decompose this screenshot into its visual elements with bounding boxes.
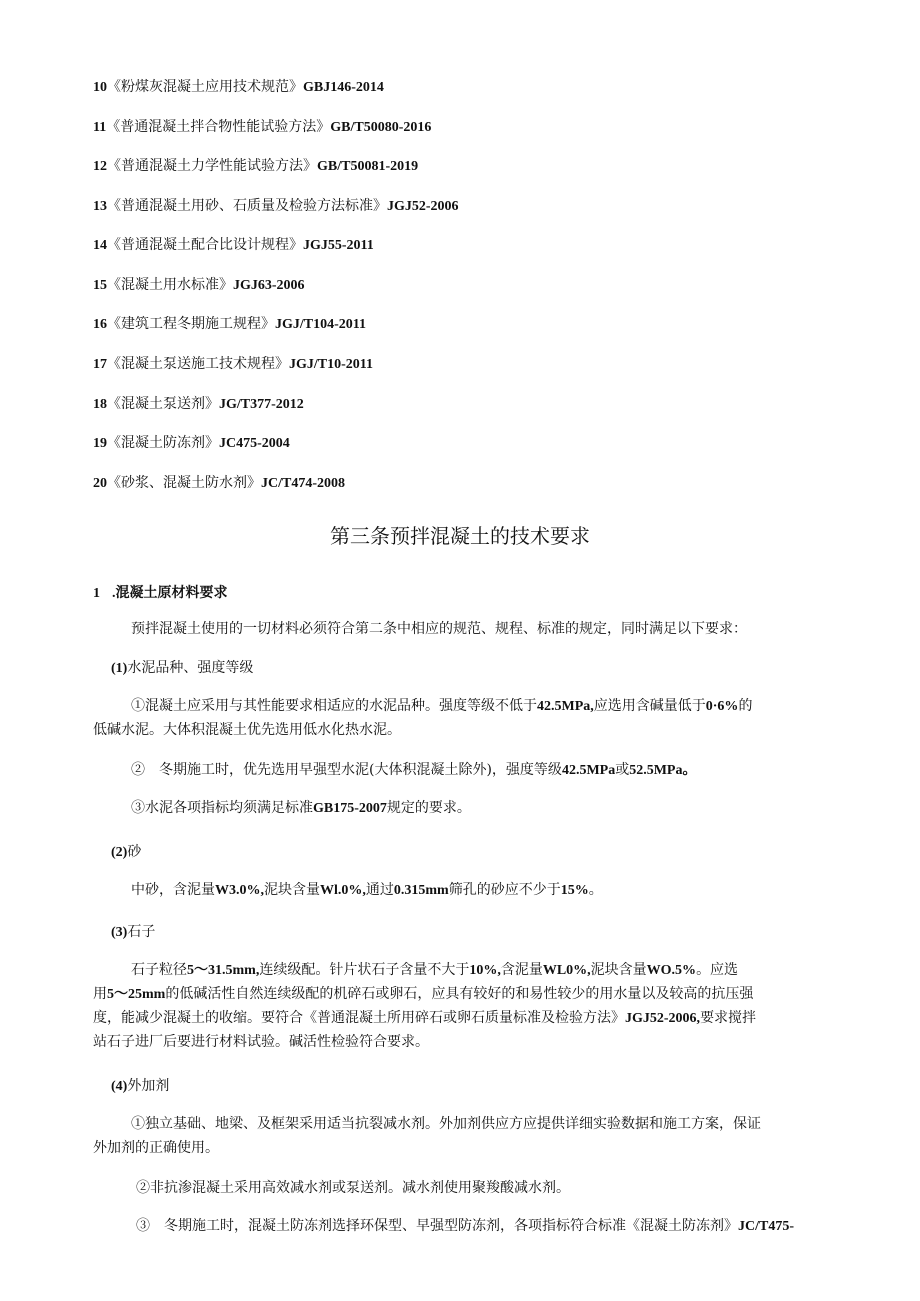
reference-item: 19《混凝土防冻剂》JC475-2004 bbox=[93, 435, 290, 451]
admixture-paragraph-2: ②非抗渗混凝土采用高效减水剂或泵送剂。减水剂使用聚羧酸减水剂。 bbox=[136, 1180, 570, 1196]
section-title: 第三条预拌混凝土的技术要求 bbox=[330, 524, 590, 548]
stone-paragraph-line-4: 站石子进厂后要进行材料试验。碱活性检验符合要求。 bbox=[93, 1034, 429, 1050]
sand-paragraph: 中砂，含泥量W3.0%,泥块含量Wl.0%,通过0.315mm筛孔的砂应不少于15%。 bbox=[131, 882, 603, 898]
admixture-paragraph-3: ③ 冬期施工时，混凝土防冻剂选择环保型、早强型防冻剂，各项指标符合标准《混凝土防冻剂》JC/T475- bbox=[136, 1218, 794, 1234]
reference-item: 12《普通混凝土力学性能试验方法》GB/T50081-2019 bbox=[93, 158, 419, 174]
reference-item: 14《普通混凝土配合比设计规程》JGJ55-2011 bbox=[93, 237, 374, 253]
cement-paragraph-3: ③水泥各项指标均须满足标准GB175-2007规定的要求。 bbox=[131, 800, 471, 816]
stone-paragraph-line-3: 度，能减少混凝土的收缩。要符合《普通混凝土所用碎石或卵石质量标准及检验方法》JGJ52-2006,要求搅拌 bbox=[93, 1010, 757, 1026]
reference-item: 18《混凝土泵送剂》JG/T377-2012 bbox=[93, 396, 304, 412]
admixture-paragraph-1-cont: 外加剂的正确使用。 bbox=[93, 1140, 219, 1156]
reference-item: 11《普通混凝土拌合物性能试验方法》GB/T50080-2016 bbox=[93, 119, 432, 135]
stone-paragraph-line-2: 用5～25mm的低碱活性自然连续级配的机碎石或卵石，应具有较好的和易性较少的用水量以及较高的抗压强 bbox=[93, 986, 754, 1002]
reference-item: 10《粉煤灰混凝土应用技术规范》GBJ146-2014 bbox=[93, 79, 384, 95]
reference-item: 13《普通混凝土用砂、石质量及检验方法标准》JGJ52-2006 bbox=[93, 198, 459, 214]
admixture-heading: (4)外加剂 bbox=[111, 1078, 170, 1094]
reference-item: 17《混凝土泵送施工技术规程》JGJ/T10-2011 bbox=[93, 356, 374, 372]
reference-item: 15《混凝土用水标准》JGJ63-2006 bbox=[93, 277, 305, 293]
reference-item: 20《砂浆、混凝土防水剂》JC/T474-2008 bbox=[93, 475, 345, 491]
stone-paragraph-line-1: 石子粒径5～31.5mm,连续级配。针片状石子含量不大于10%,含泥量WL0%,泥块含量WO.5%。应选 bbox=[131, 962, 739, 978]
reference-item: 16《建筑工程冬期施工规程》JGJ/T104-2011 bbox=[93, 316, 367, 332]
subsection-heading: 1 .混凝土原材料要求 bbox=[93, 586, 228, 601]
stone-heading: (3)石子 bbox=[111, 924, 156, 940]
sand-heading: (2)砂 bbox=[111, 844, 142, 860]
cement-paragraph-2: ② 冬期施工时，优先选用早强型水泥(大体积混凝土除外)，强度等级42.5MPa或52.5MPa。 bbox=[131, 762, 697, 778]
cement-paragraph-1-cont: 低碱水泥。大体积混凝土优先选用低水化热水泥。 bbox=[93, 722, 401, 738]
cement-paragraph-1: ①混凝土应采用与其性能要求相适应的水泥品种。强度等级不低于42.5MPa,应选用含碱量低于0·6%的 bbox=[131, 698, 753, 714]
admixture-paragraph-1: ①独立基础、地梁、及框架采用适当抗裂减水剂。外加剂供应方应提供详细实验数据和施工方案，保证 bbox=[131, 1116, 761, 1132]
intro-paragraph: 预拌混凝土使用的一切材料必须符合第二条中相应的规范、规程、标准的规定，同时满足以下要求： bbox=[131, 621, 747, 637]
cement-heading: (1)水泥品种、强度等级 bbox=[111, 660, 254, 676]
